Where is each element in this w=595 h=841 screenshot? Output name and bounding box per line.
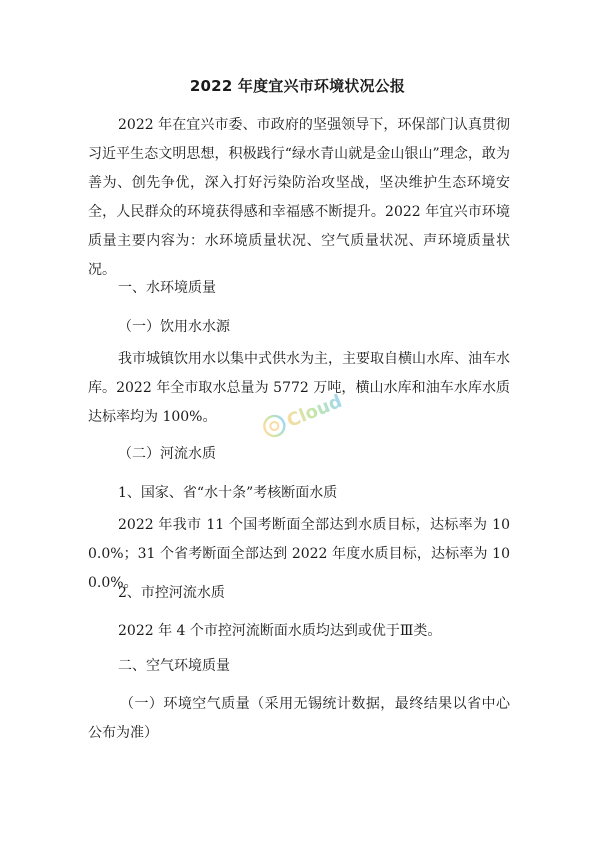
item-heading-national-provincial: 1、国家、省“水十条”考核断面水质 — [118, 485, 338, 501]
intro-paragraph: 2022 年在宜兴市委、市政府的坚强领导下，环保部门认真贯彻习近平生态文明思想，积极践行“绿水青山就是金山银山”理念，敢为善为、创先争优，深入打好污染防治攻坚战，坚决维护生态环境安全，人民群众的环境获得感和幸福感不断提升。2022 年宜兴市环境质量主要内容为：水环境质量状况、空气质量状况、声环境质量状况。 — [88, 117, 510, 278]
watermark-text: Cloud — [283, 390, 346, 432]
national-provincial-paragraph: 2022 年我市 11 个国考断面全部达到水质目标，达标率为 100.0%；31 个省考断面全部达到 2022 年度水质目标，达标率为 100.0%。 — [88, 517, 510, 591]
section-heading-water: 一、水环境质量 — [118, 280, 216, 296]
subsection-heading-river-water: （二）河流水质 — [118, 446, 216, 462]
city-rivers-paragraph: 2022 年 4 个市控河流断面水质均达到或优于Ⅲ类。 — [118, 623, 442, 639]
section-heading-air: 二、空气环境质量 — [118, 658, 230, 674]
subsection-heading-drinking-water: （一）饮用水水源 — [118, 319, 230, 335]
item-heading-city-rivers: 2、市控河流水质 — [118, 585, 225, 601]
page-title: 2022 年度宜兴市环境状况公报 — [189, 77, 406, 95]
drinking-water-paragraph: 我市城镇饮用水以集中式供水为主，主要取自横山水库、油车水库。2022 年全市取水总量为 5772 万吨，横山水库和油车水库水质达标率均为 100%。 — [88, 351, 510, 425]
air-quality-subheading: （一）环境空气质量（采用无锡统计数据，最终结果以省中心公布为准） — [88, 696, 510, 741]
